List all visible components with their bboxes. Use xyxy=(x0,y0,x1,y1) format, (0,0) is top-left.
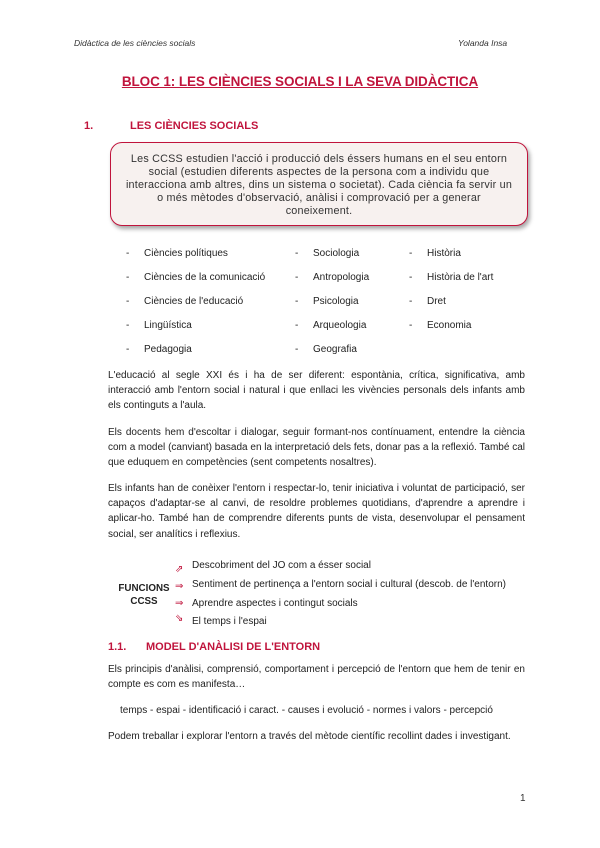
functions-label: FUNCIONS CCSS xyxy=(118,583,170,607)
list-item: - Pedagogia xyxy=(126,344,192,355)
model-factors: temps - espai - identificació i caract. - causes i evolució - normes i valors - percepció xyxy=(120,705,493,716)
header-right: Yolanda Insa xyxy=(458,38,508,48)
section-title: LES CIÈNCIES SOCIALS xyxy=(130,120,259,132)
page-title: BLOC 1: LES CIÈNCIES SOCIALS I LA SEVA DIDÀCTICA xyxy=(121,74,479,89)
list-item: - Dret xyxy=(409,296,446,307)
list-item: - Ciències polítiques xyxy=(126,248,228,259)
arrow-right-icon: ⇒ xyxy=(175,598,184,609)
list-item: - Història de l'art xyxy=(409,272,494,283)
list-item: - Geografia xyxy=(295,344,357,355)
arrow-down-right-icon: ⇘ xyxy=(175,613,184,624)
list-item: - Sociologia xyxy=(295,248,360,259)
paragraph-model-intro: Els principis d'anàlisi, comprensió, comportament i percepció de l'entorn que hem de tenir en compte es com es manifesta… xyxy=(108,664,525,691)
page-number: 1 xyxy=(520,793,526,804)
list-item: - Ciències de l'educació xyxy=(126,296,244,307)
arrow-right-icon: ⇒ xyxy=(175,581,184,592)
function-item: Sentiment de pertinença a l'entorn social i cultural (descob. de l'entorn) xyxy=(192,579,506,590)
list-item: - Lingüística xyxy=(126,320,192,331)
function-item: Aprendre aspectes i contingut socials xyxy=(192,598,358,609)
arrow-up-right-icon: ⇗ xyxy=(175,564,184,575)
section-heading xyxy=(84,120,258,132)
subsection-heading xyxy=(108,641,320,653)
list-item: - Ciències de la comunicació xyxy=(126,272,266,283)
paragraph-education: L'educació al segle XXI és i ha de ser diferent: espontània, crítica, significativa, amb interacció amb l'entorn social i natural i que enllaci les vivències personals dels infants amb els continguts a l'aula. xyxy=(108,370,525,412)
list-item: - Història xyxy=(409,248,461,259)
list-item: - Arqueologia xyxy=(295,320,367,331)
header-left: Didàctica de les ciències socials xyxy=(74,38,196,48)
list-item: - Economia xyxy=(409,320,472,331)
list-item: - Psicologia xyxy=(295,296,359,307)
paragraph-closing: Podem treballar i explorar l'entorn a través del mètode científic recollint dades i investigant. xyxy=(108,731,511,742)
section-number: 1. xyxy=(84,120,94,132)
paragraph-teachers: Els docents hem d'escoltar i dialogar, seguir formant-nos contínuament, entendre la ciència com a model (canviant) basada en la interpretació dels fets, donar pas a la reflexió. També cal que eduquem en competències (sent competents nosaltres). xyxy=(108,427,525,469)
definition-text: Les CCSS estudien l'acció i producció dels éssers humans en el seu entorn social (estudien diferents aspectes de la persona com a individu que interacciona amb altres, dins un sistema o societat). Cada ciència fa servir un o més mètodes d'observació, anàlisi i comprovació per a generar coneixement. xyxy=(125,153,513,217)
function-item: El temps i l'espai xyxy=(192,616,267,627)
paragraph-children: Els infants han de conèixer l'entorn i respectar-lo, tenir iniciativa i voluntat de participació, ser capaços d'adaptar-se al canvi, de resoldre problemes quotidians, d'aprendre a aprendre i aplicar-ho. També han de comprendre diferents punts de vista, desenvolupar el pensament social, ser analítics i reflexius. xyxy=(108,483,525,540)
subsection-title: MODEL D'ANÀLISI DE L'ENTORN xyxy=(146,641,321,653)
subsection-number: 1.1. xyxy=(108,641,127,653)
list-item: - Antropologia xyxy=(295,272,370,283)
function-item: Descobriment del JO com a ésser social xyxy=(192,560,371,571)
definition-box xyxy=(110,142,528,226)
